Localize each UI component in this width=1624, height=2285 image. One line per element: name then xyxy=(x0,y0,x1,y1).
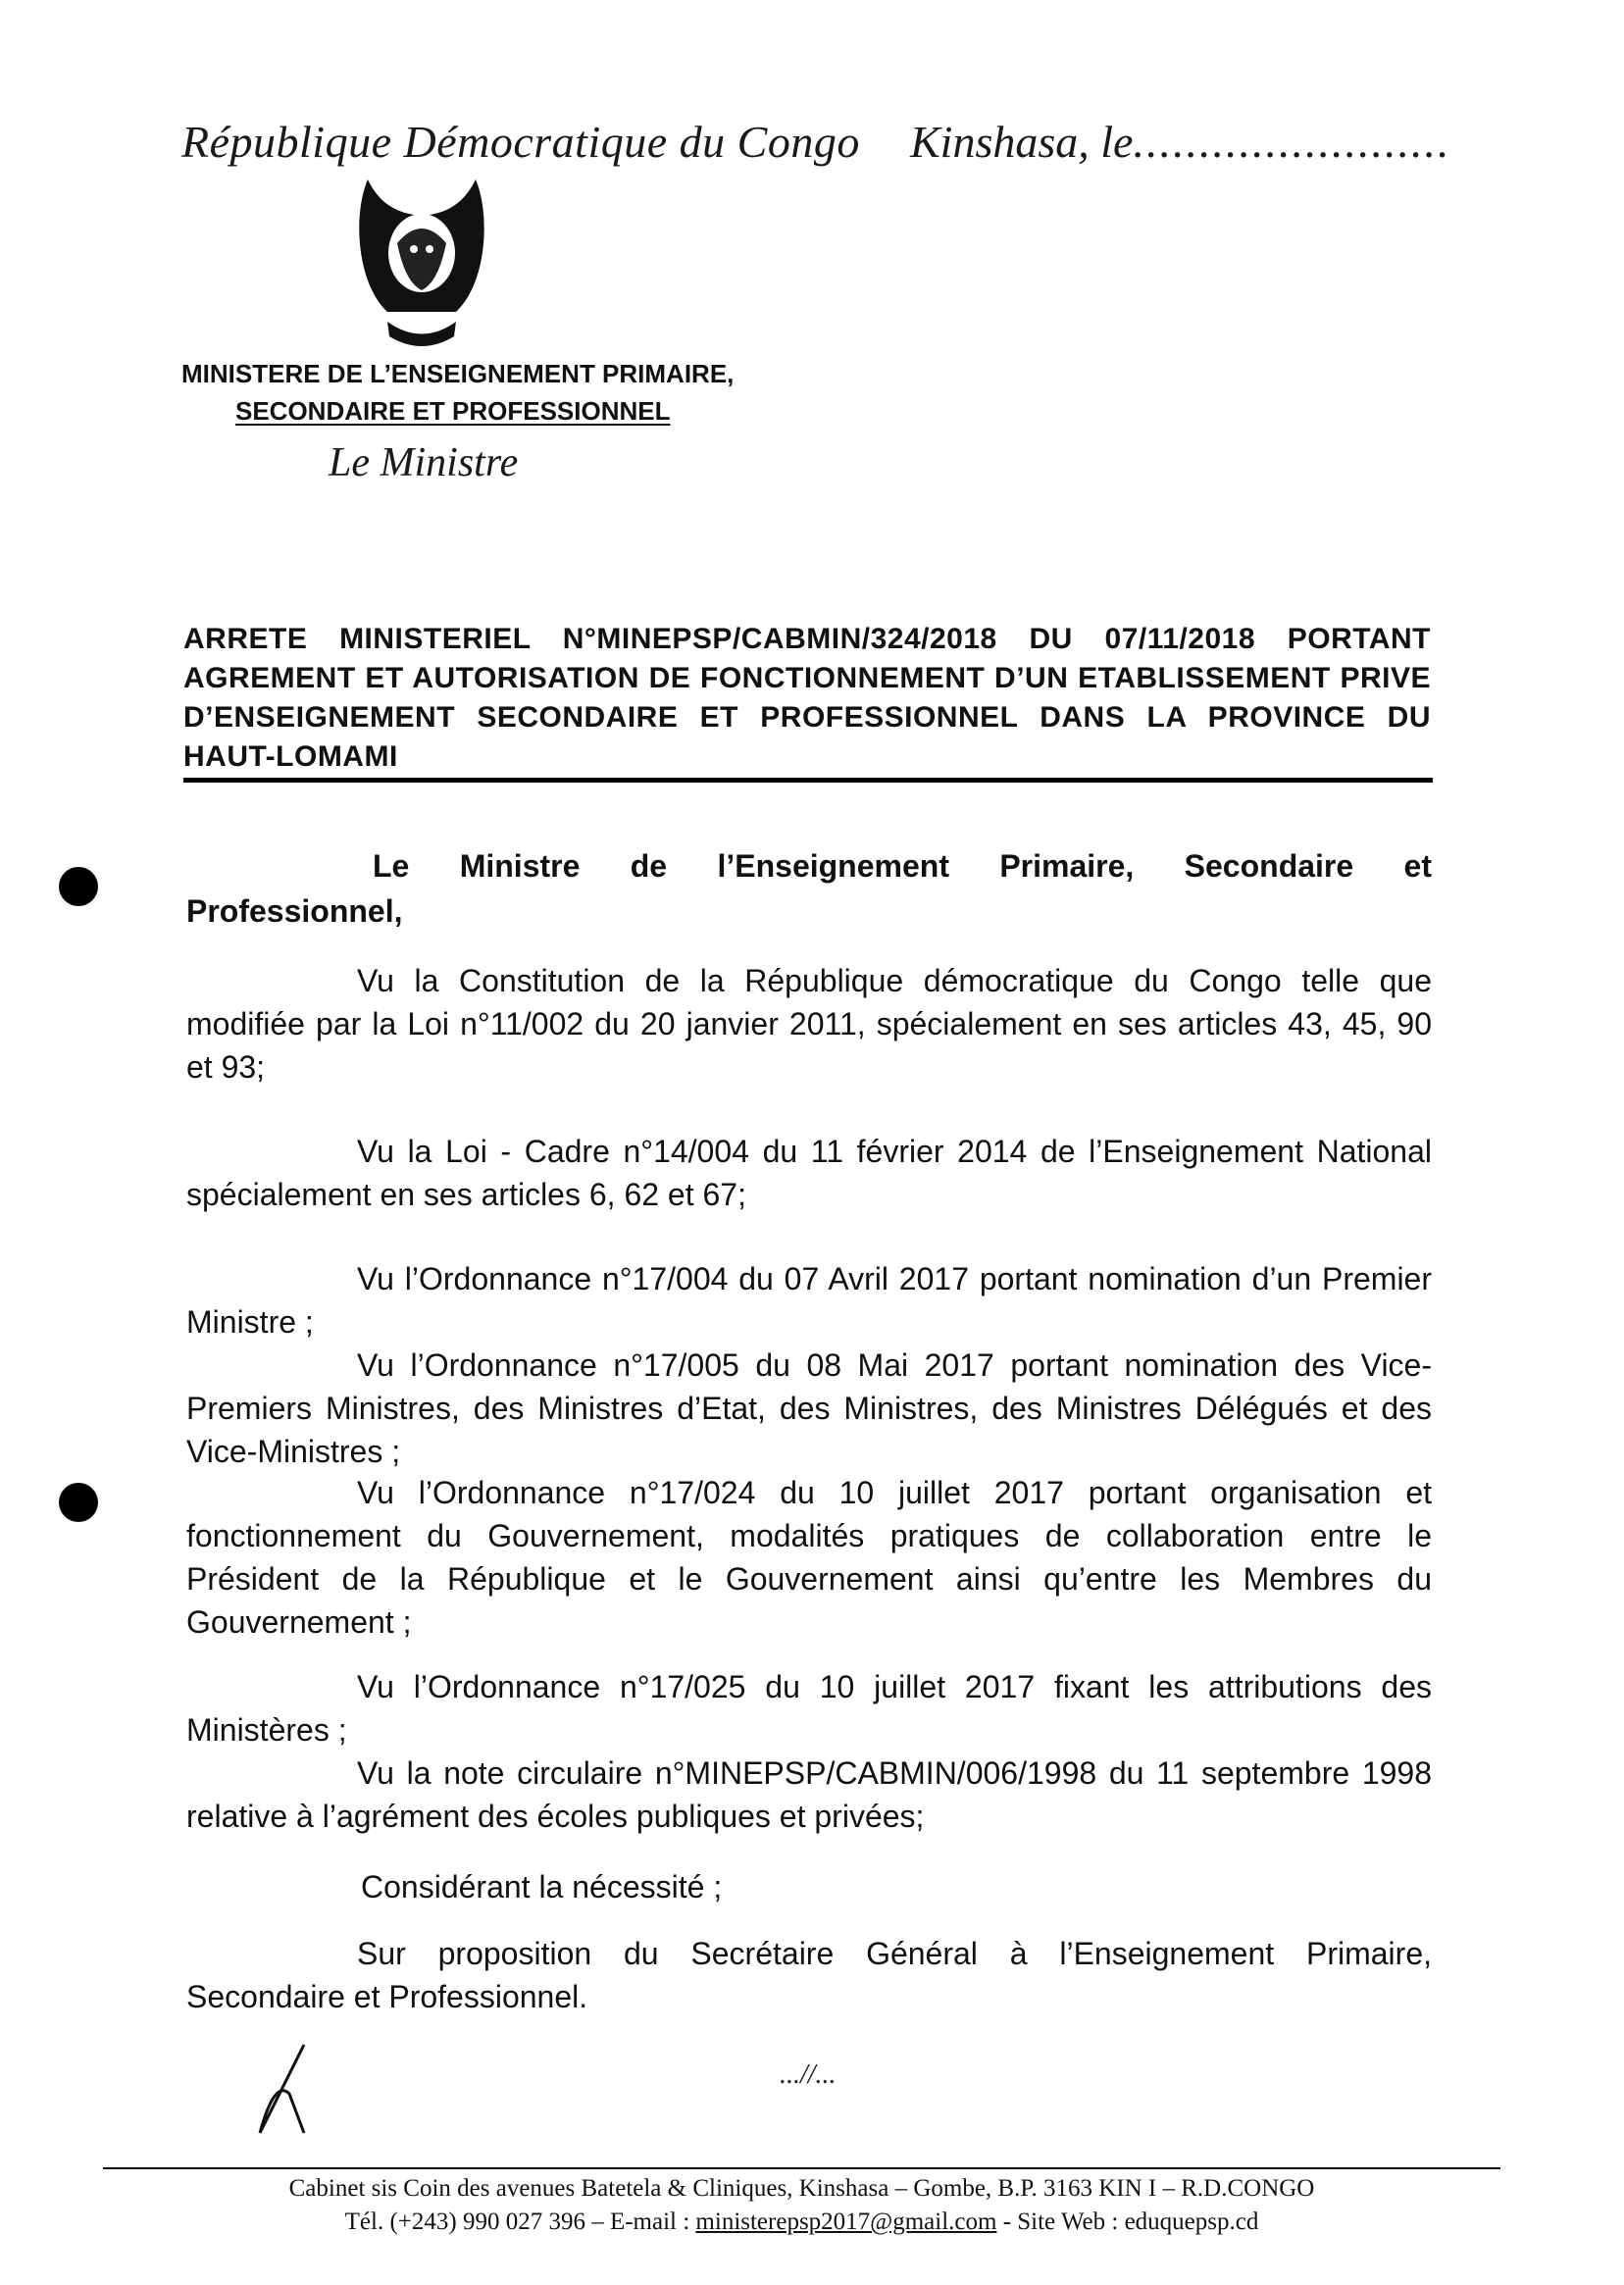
signatory-title: Le Ministre xyxy=(329,440,519,485)
ministry-name-line2: SECONDAIRE ET PROFESSIONNEL xyxy=(235,396,671,426)
continuation-mark: ...//... xyxy=(780,2059,837,2090)
footer-address: Cabinet sis Coin des avenues Batetela & Cliniques, Kinshasa – Gombe, B.P. 3163 KIN I – R.D.CONGO xyxy=(288,2175,1315,2202)
recital-ordinance-17-024: Vu l’Ordonnance n°17/024 du 10 juillet 2017 portant organisation et fonctionnement du Gouvernement, modalités pratiques de collaboration entre le Président de la République et le Gouvernement ainsi qu’entre les Membres du Gouvernement ; xyxy=(186,1475,1432,1640)
footer-rule xyxy=(103,2167,1500,2169)
footer-website: - Site Web : eduquepsp.cd xyxy=(996,2209,1259,2235)
recital-framework-law: Vu la Loi - Cadre n°14/004 du 11 février 2014 de l’Enseignement National spécialement en ses articles 6, 62 et 67; xyxy=(186,1134,1432,1212)
recital-ordinance-17-025: Vu l’Ordonnance n°17/025 du 10 juillet 2017 fixant les attributions des Ministères ; xyxy=(186,1669,1432,1748)
recital-circular-note: Vu la note circulaire n°MINEPSP/CABMIN/006/1998 du 11 septembre 1998 relative à l’agrément des écoles publiques et privées; xyxy=(186,1755,1432,1834)
minister-preamble: Le Ministre de l’Enseignement Primaire, Secondaire et Professionnel, xyxy=(186,848,1432,929)
ministry-name-line1: MINISTERE DE L’ENSEIGNEMENT PRIMAIRE, xyxy=(181,359,735,388)
place-date-line xyxy=(910,116,1450,168)
title-underline xyxy=(183,778,1433,783)
recital-necessity: Considérant la nécessité ; xyxy=(361,1869,723,1904)
punch-hole xyxy=(59,1483,98,1522)
date-blank: ........................ xyxy=(1133,117,1451,167)
recital-ordinance-17-005: Vu l’Ordonnance n°17/005 du 08 Mai 2017 portant nomination des Vice-Premiers Ministres, des Ministres d’Etat, des Ministres, des Ministres Délégués et des Vice-Ministres ; xyxy=(186,1347,1432,1469)
decree-title: ARRETE MINISTERIEL N°MINEPSP/CABMIN/324/2018 DU 07/11/2018 PORTANT AGREMENT ET AUTORISATION DE FONCTIONNEMENT D’UN ETABLISSEMENT PRIVE D’ENSEIGNEMENT SECONDAIRE ET PROFESSIONNEL DANS LA PROVINCE DU HAUT-LOMAMI xyxy=(183,623,1431,773)
handwritten-initial xyxy=(250,2040,319,2138)
country-heading: République Démocratique du Congo xyxy=(181,117,860,167)
recital-proposal: Sur proposition du Secrétaire Général à l’Enseignement Primaire, Secondaire et Professionnel. xyxy=(186,1936,1432,2014)
recital-ordinance-17-004: Vu l’Ordonnance n°17/004 du 07 Avril 2017 portant nomination d’un Premier Ministre ; xyxy=(186,1261,1432,1340)
punch-hole xyxy=(59,867,98,906)
place-label: Kinshasa, le xyxy=(910,117,1134,167)
footer-email-link[interactable]: ministerepsp2017@gmail.com xyxy=(695,2209,997,2235)
coat-of-arms-emblem xyxy=(348,175,495,351)
footer-phone: Tél. (+243) 990 027 396 – E-mail : xyxy=(344,2209,696,2235)
footer-contact xyxy=(103,2209,1500,2236)
recital-constitution: Vu la Constitution de la République démocratique du Congo telle que modifiée par la Loi n°11/002 du 20 janvier 2011, spécialement en ses articles 43, 45, 90 et 93; xyxy=(186,963,1432,1085)
